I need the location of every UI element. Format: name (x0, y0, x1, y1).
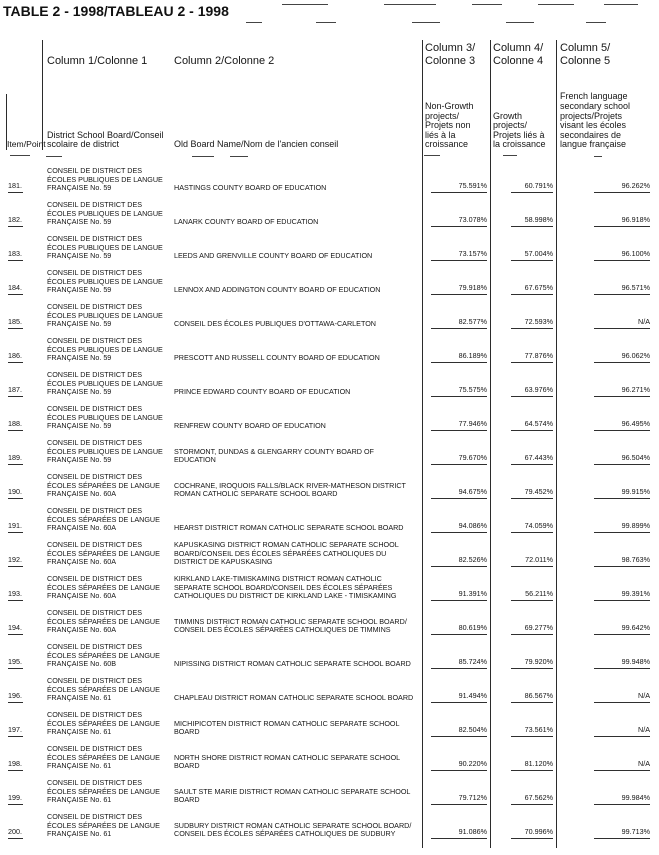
old-board-name: NORTH SHORE DISTRICT ROMAN CATHOLIC SEPARATE SCHOOL BOARD (174, 752, 401, 771)
district-school-board-cell (46, 201, 172, 231)
item-number: 187. (8, 386, 23, 397)
header-rule (424, 155, 440, 156)
non-growth-percentage: 85.724% (431, 658, 487, 669)
french-secondary-percentage: 99.948% (594, 658, 650, 669)
old-board-name: MICHIPICOTEN DISTRICT ROMAN CATHOLIC SEPARATE SCHOOL BOARD (174, 718, 400, 737)
french-secondary-percentage-cell (556, 216, 652, 231)
non-growth-percentage-cell (422, 284, 490, 299)
old-board-name-cell (172, 720, 422, 741)
table-row (6, 673, 652, 707)
old-board-name-cell (172, 575, 422, 605)
old-board-name-cell (172, 252, 422, 265)
growth-percentage: 74.059% (511, 522, 553, 533)
french-secondary-percentage: 96.262% (594, 182, 650, 193)
table-title: TABLE 2 - 1998/TABLEAU 2 - 1998 (3, 3, 229, 19)
district-school-board-cell (46, 779, 172, 809)
growth-percentage: 77.876% (511, 352, 553, 363)
item-number: 189. (8, 454, 23, 465)
growth-percentage-cell (490, 284, 556, 299)
old-board-name-cell (172, 754, 422, 775)
french-secondary-percentage-cell (556, 352, 652, 367)
item-number: 181. (8, 182, 23, 193)
growth-percentage-cell (490, 386, 556, 401)
french-secondary-percentage: 96.495% (594, 420, 650, 431)
item-number-cell (6, 352, 46, 367)
old-board-name: PRINCE EDWARD COUNTY BOARD OF EDUCATION (174, 387, 351, 397)
old-board-name: LENNOX AND ADDINGTON COUNTY BOARD OF EDUCATION (174, 285, 381, 295)
non-growth-percentage-cell (422, 522, 490, 537)
item-number-cell (6, 420, 46, 435)
old-board-name-cell (172, 788, 422, 809)
french-secondary-percentage-cell (556, 794, 652, 809)
french-secondary-percentage: 96.571% (594, 284, 650, 295)
old-board-name: HASTINGS COUNTY BOARD OF EDUCATION (174, 183, 327, 193)
old-board-name-cell (172, 184, 422, 197)
district-school-board: CONSEIL DE DISTRICT DES ÉCOLES PUBLIQUES DE LANGUE FRANÇAISE No. 59 (47, 370, 163, 397)
non-growth-percentage: 86.189% (431, 352, 487, 363)
growth-percentage-cell (490, 352, 556, 367)
growth-percentage-cell (490, 420, 556, 435)
scan-rule (472, 4, 502, 5)
old-board-name: PRESCOTT AND RUSSELL COUNTY BOARD OF EDUCATION (174, 353, 380, 363)
old-board-name: NIPISSING DISTRICT ROMAN CATHOLIC SEPARATE SCHOOL BOARD (174, 659, 411, 669)
table-row (6, 401, 652, 435)
item-number: 191. (8, 522, 23, 533)
growth-percentage: 79.452% (511, 488, 553, 499)
french-secondary-percentage-cell (556, 284, 652, 299)
french-secondary-percentage-cell (556, 624, 652, 639)
old-board-name: SAULT STE MARIE DISTRICT ROMAN CATHOLIC SEPARATE SCHOOL BOARD (174, 786, 411, 805)
non-growth-percentage: 90.220% (431, 760, 487, 771)
non-growth-percentage-cell (422, 556, 490, 571)
old-board-name-cell (172, 422, 422, 435)
french-secondary-percentage: 96.062% (594, 352, 650, 363)
non-growth-percentage: 82.504% (431, 726, 487, 737)
table-row (6, 537, 652, 571)
item-number-cell (6, 590, 46, 605)
district-school-board: CONSEIL DE DISTRICT DES ÉCOLES SÉPARÉES DE LANGUE FRANÇAISE No. 61 (47, 778, 160, 805)
item-number: 186. (8, 352, 23, 363)
non-growth-percentage-cell (422, 794, 490, 809)
old-board-name: CONSEIL DES ÉCOLES PUBLIQUES D'OTTAWA-CARLETON (174, 319, 376, 329)
item-number: 190. (8, 488, 23, 499)
district-school-board: CONSEIL DE DISTRICT DES ÉCOLES SÉPARÉES DE LANGUE FRANÇAISE No. 61 (47, 710, 160, 737)
district-school-board: CONSEIL DE DISTRICT DES ÉCOLES PUBLIQUES DE LANGUE FRANÇAISE No. 59 (47, 166, 163, 193)
old-board-name-cell (172, 388, 422, 401)
district-school-board-cell (46, 269, 172, 299)
scan-rule (506, 22, 534, 23)
old-board-name: HEARST DISTRICT ROMAN CATHOLIC SEPARATE SCHOOL BOARD (174, 523, 404, 533)
old-board-name: LEEDS AND GRENVILLE COUNTY BOARD OF EDUCATION (174, 251, 373, 261)
item-number-cell (6, 182, 46, 197)
scan-rule (384, 4, 436, 5)
old-board-name-cell (172, 660, 422, 673)
growth-column-label: Growth projects/ Projets liés à la croissance (493, 110, 546, 150)
table-row (6, 299, 652, 333)
item-number: 183. (8, 250, 23, 261)
item-number: 194. (8, 624, 23, 635)
french-secondary-percentage: 99.915% (594, 488, 650, 499)
district-school-board: CONSEIL DE DISTRICT DES ÉCOLES SÉPARÉES DE LANGUE FRANÇAISE No. 60A (47, 608, 160, 635)
district-school-board: CONSEIL DE DISTRICT DES ÉCOLES PUBLIQUES DE LANGUE FRANÇAISE No. 59 (47, 200, 163, 227)
item-column-label: Item/Point (7, 139, 46, 150)
item-number-cell (6, 556, 46, 571)
item-number: 195. (8, 658, 23, 669)
old-board-name: LANARK COUNTY BOARD OF EDUCATION (174, 217, 319, 227)
item-number-cell (6, 624, 46, 639)
header-rule (594, 156, 602, 157)
district-school-board-cell (46, 303, 172, 333)
scan-rule (246, 22, 262, 23)
old-board-name-cell (172, 694, 422, 707)
district-school-board-column-label: District School Board/Conseil scolaire de district (47, 129, 164, 150)
growth-percentage: 64.574% (511, 420, 553, 431)
growth-percentage: 86.567% (511, 692, 553, 703)
french-secondary-percentage-cell (556, 590, 652, 605)
old-board-name: STORMONT, DUNDAS & GLENGARRY COUNTY BOARD OF EDUCATION (174, 446, 374, 465)
district-school-board-cell (46, 609, 172, 639)
growth-percentage: 67.562% (511, 794, 553, 805)
district-school-board-cell (46, 541, 172, 571)
non-growth-percentage: 82.526% (431, 556, 487, 567)
old-board-name-cell (172, 354, 422, 367)
district-school-board: CONSEIL DE DISTRICT DES ÉCOLES SÉPARÉES DE LANGUE FRANÇAISE No. 60A (47, 472, 160, 499)
district-school-board-cell (46, 813, 172, 843)
growth-percentage: 67.675% (511, 284, 553, 295)
district-school-board-cell (46, 507, 172, 537)
non-growth-percentage: 91.391% (431, 590, 487, 601)
table-row (6, 639, 652, 673)
growth-percentage: 70.996% (511, 828, 553, 839)
old-board-name-cell (172, 541, 422, 571)
french-secondary-percentage-cell (556, 454, 652, 469)
non-growth-percentage-cell (422, 420, 490, 435)
growth-percentage: 56.211% (511, 590, 553, 601)
header-rule (192, 156, 214, 157)
district-school-board: CONSEIL DE DISTRICT DES ÉCOLES PUBLIQUES DE LANGUE FRANÇAISE No. 59 (47, 404, 163, 431)
growth-percentage: 57.004% (511, 250, 553, 261)
district-school-board: CONSEIL DE DISTRICT DES ÉCOLES PUBLIQUES DE LANGUE FRANÇAISE No. 59 (47, 438, 163, 465)
scan-rule (282, 4, 328, 5)
district-school-board: CONSEIL DE DISTRICT DES ÉCOLES PUBLIQUES DE LANGUE FRANÇAISE No. 59 (47, 268, 163, 295)
growth-percentage-cell (490, 590, 556, 605)
district-school-board: CONSEIL DE DISTRICT DES ÉCOLES SÉPARÉES DE LANGUE FRANÇAISE No. 60A (47, 574, 160, 601)
scan-rule (586, 22, 606, 23)
item-number: 188. (8, 420, 23, 431)
district-school-board: CONSEIL DE DISTRICT DES ÉCOLES SÉPARÉES DE LANGUE FRANÇAISE No. 61 (47, 744, 160, 771)
district-school-board-cell (46, 745, 172, 775)
district-school-board: CONSEIL DE DISTRICT DES ÉCOLES SÉPARÉES DE LANGUE FRANÇAISE No. 60A (47, 540, 160, 567)
item-number: 200. (8, 828, 23, 839)
non-growth-percentage-cell (422, 454, 490, 469)
table-row (6, 265, 652, 299)
district-school-board-cell (46, 575, 172, 605)
growth-percentage: 79.920% (511, 658, 553, 669)
growth-percentage-cell (490, 522, 556, 537)
growth-percentage: 63.976% (511, 386, 553, 397)
non-growth-percentage: 79.670% (431, 454, 487, 465)
table-row (6, 333, 652, 367)
district-school-board-cell (46, 473, 172, 503)
item-number: 197. (8, 726, 23, 737)
district-school-board-cell (46, 371, 172, 401)
item-number-cell (6, 386, 46, 401)
table-row (6, 809, 652, 843)
growth-percentage: 73.561% (511, 726, 553, 737)
french-secondary-percentage: 96.100% (594, 250, 650, 261)
old-board-name-cell (172, 320, 422, 333)
old-board-name: KAPUSKASING DISTRICT ROMAN CATHOLIC SEPARATE SCHOOL BOARD/CONSEIL DES ÉCOLES SÉPARÉES CATHOLIQUES DU DISTRICT DE KAPUSKASING (174, 540, 399, 567)
french-secondary-percentage-cell (556, 386, 652, 401)
non-growth-percentage-cell (422, 726, 490, 741)
non-growth-percentage: 75.575% (431, 386, 487, 397)
item-number: 192. (8, 556, 23, 567)
non-growth-percentage-cell (422, 250, 490, 265)
table-row (6, 571, 652, 605)
non-growth-percentage-cell (422, 386, 490, 401)
french-secondary-percentage-cell (556, 420, 652, 435)
french-secondary-percentage-cell (556, 318, 652, 333)
growth-percentage-cell (490, 658, 556, 673)
non-growth-percentage-cell (422, 590, 490, 605)
growth-percentage: 69.277% (511, 624, 553, 635)
old-board-name-cell (172, 218, 422, 231)
old-board-name-cell (172, 448, 422, 469)
growth-percentage-cell (490, 794, 556, 809)
growth-percentage-cell (490, 726, 556, 741)
item-number-cell (6, 454, 46, 469)
growth-percentage: 72.593% (511, 318, 553, 329)
district-school-board-cell (46, 405, 172, 435)
non-growth-percentage-cell (422, 318, 490, 333)
french-secondary-percentage-cell (556, 828, 652, 843)
table-row (6, 197, 652, 231)
non-growth-column-label: Non-Growth projects/ Projets non liés à la croissance (425, 101, 474, 150)
french-secondary-percentage-cell (556, 522, 652, 537)
french-secondary-percentage: 99.642% (594, 624, 650, 635)
column-4-heading: Column 4/ Colonne 4 (493, 42, 544, 67)
growth-percentage-cell (490, 216, 556, 231)
table-row (6, 367, 652, 401)
table-row (6, 503, 652, 537)
old-board-name-cell (172, 618, 422, 639)
column-3-heading: Column 3/ Colonne 3 (425, 42, 476, 67)
growth-percentage: 60.791% (511, 182, 553, 193)
growth-percentage-cell (490, 454, 556, 469)
old-board-name: KIRKLAND LAKE-TIMISKAMING DISTRICT ROMAN CATHOLIC SEPARATE SCHOOL BOARD/CONSEIL DES ÉCOLES SÉPARÉES CATHOLIQUES DU DISTRICT DE KIRKLAND LAKE - TIMISKAMING (174, 574, 397, 601)
scan-rule (604, 4, 638, 5)
growth-percentage-cell (490, 488, 556, 503)
scan-rule (538, 4, 574, 5)
non-growth-percentage-cell (422, 658, 490, 673)
french-secondary-percentage: 96.271% (594, 386, 650, 397)
growth-percentage-cell (490, 760, 556, 775)
non-growth-percentage: 80.619% (431, 624, 487, 635)
district-school-board: CONSEIL DE DISTRICT DES ÉCOLES SÉPARÉES DE LANGUE FRANÇAISE No. 61 (47, 812, 160, 839)
growth-percentage-cell (490, 828, 556, 843)
non-growth-percentage-cell (422, 828, 490, 843)
table-row (6, 469, 652, 503)
growth-percentage-cell (490, 182, 556, 197)
old-board-name: TIMMINS DISTRICT ROMAN CATHOLIC SEPARATE SCHOOL BOARD/ CONSEIL DES ÉCOLES SÉPARÉES CATHOLIQUES DE TIMMINS (174, 616, 407, 635)
french-secondary-percentage: N/A (594, 692, 650, 703)
french-secondary-percentage: N/A (594, 760, 650, 771)
district-school-board-cell (46, 337, 172, 367)
district-school-board-cell (46, 643, 172, 673)
item-number: 184. (8, 284, 23, 295)
growth-percentage: 58.998% (511, 216, 553, 227)
item-number-cell (6, 488, 46, 503)
item-number: 199. (8, 794, 23, 805)
non-growth-percentage-cell (422, 760, 490, 775)
district-school-board: CONSEIL DE DISTRICT DES ÉCOLES PUBLIQUES DE LANGUE FRANÇAISE No. 59 (47, 302, 163, 329)
french-secondary-percentage-cell (556, 556, 652, 571)
district-school-board: CONSEIL DE DISTRICT DES ÉCOLES PUBLIQUES DE LANGUE FRANÇAISE No. 59 (47, 234, 163, 261)
table-row (6, 435, 652, 469)
non-growth-percentage: 94.675% (431, 488, 487, 499)
non-growth-percentage: 91.494% (431, 692, 487, 703)
district-school-board-cell (46, 711, 172, 741)
french-secondary-percentage: N/A (594, 726, 650, 737)
district-school-board-cell (46, 235, 172, 265)
column-label-row (6, 86, 652, 150)
item-number: 198. (8, 760, 23, 771)
french-secondary-percentage-cell (556, 250, 652, 265)
non-growth-percentage: 73.078% (431, 216, 487, 227)
old-board-name-cell (172, 482, 422, 503)
table-row (6, 163, 652, 197)
french-secondary-percentage-cell (556, 658, 652, 673)
french-secondary-percentage: 98.763% (594, 556, 650, 567)
growth-percentage: 72.011% (511, 556, 553, 567)
non-growth-percentage: 79.918% (431, 284, 487, 295)
item-number: 196. (8, 692, 23, 703)
growth-percentage-cell (490, 250, 556, 265)
item-number-cell (6, 692, 46, 707)
district-school-board: CONSEIL DE DISTRICT DES ÉCOLES SÉPARÉES DE LANGUE FRANÇAISE No. 60A (47, 506, 160, 533)
non-growth-percentage-cell (422, 352, 490, 367)
growth-percentage: 81.120% (511, 760, 553, 771)
non-growth-percentage-cell (422, 692, 490, 707)
old-board-name-column-label: Old Board Name/Nom de l'ancien conseil (174, 139, 339, 150)
district-school-board-cell (46, 439, 172, 469)
non-growth-percentage-cell (422, 182, 490, 197)
non-growth-percentage: 77.946% (431, 420, 487, 431)
district-school-board: CONSEIL DE DISTRICT DES ÉCOLES SÉPARÉES DE LANGUE FRANÇAISE No. 60B (47, 642, 160, 669)
non-growth-percentage: 82.577% (431, 318, 487, 329)
french-secondary-percentage: N/A (594, 318, 650, 329)
old-board-name: RENFREW COUNTY BOARD OF EDUCATION (174, 421, 326, 431)
non-growth-percentage: 91.086% (431, 828, 487, 839)
column-5-heading: Column 5/ Colonne 5 (560, 42, 611, 67)
french-secondary-percentage: 99.391% (594, 590, 650, 601)
item-number: 182. (8, 216, 23, 227)
column-2-heading: Column 2/Colonne 2 (174, 54, 275, 67)
non-growth-percentage: 75.591% (431, 182, 487, 193)
old-board-name-cell (172, 286, 422, 299)
old-board-name: CHAPLEAU DISTRICT ROMAN CATHOLIC SEPARATE SCHOOL BOARD (174, 693, 414, 703)
scan-rule (412, 22, 440, 23)
district-school-board-cell (46, 677, 172, 707)
item-number-cell (6, 284, 46, 299)
non-growth-percentage-cell (422, 216, 490, 231)
french-secondary-percentage: 96.504% (594, 454, 650, 465)
item-number-cell (6, 658, 46, 673)
item-number: 193. (8, 590, 23, 601)
non-growth-percentage: 73.157% (431, 250, 487, 261)
french-secondary-percentage: 96.918% (594, 216, 650, 227)
growth-percentage: 67.443% (511, 454, 553, 465)
header-rule (46, 156, 62, 157)
district-school-board: CONSEIL DE DISTRICT DES ÉCOLES PUBLIQUES DE LANGUE FRANÇAISE No. 59 (47, 336, 163, 363)
french-secondary-percentage-cell (556, 692, 652, 707)
header-rule (230, 156, 248, 157)
non-growth-percentage-cell (422, 488, 490, 503)
french-secondary-percentage: 99.713% (594, 828, 650, 839)
item-number-cell (6, 250, 46, 265)
french-secondary-percentage-cell (556, 488, 652, 503)
item-number-cell (6, 216, 46, 231)
table-row (6, 605, 652, 639)
table-row (6, 775, 652, 809)
district-school-board-cell (46, 167, 172, 197)
old-board-name: SUDBURY DISTRICT ROMAN CATHOLIC SEPARATE SCHOOL BOARD/ CONSEIL DES ÉCOLES SÉPARÉES CATHOLIQUES DE SUDBURY (174, 820, 412, 839)
non-growth-percentage: 79.712% (431, 794, 487, 805)
header-rule (503, 155, 517, 156)
french-secondary-percentage-cell (556, 182, 652, 197)
french-secondary-column-label: French language secondary school projects/Projets visant les écoles secondaires de langue française (560, 91, 631, 150)
table-row (6, 741, 652, 775)
table-row (6, 231, 652, 265)
non-growth-percentage: 94.086% (431, 522, 487, 533)
column-1-heading: Column 1/Colonne 1 (47, 54, 148, 67)
old-board-name-cell (172, 822, 422, 843)
item-number-cell (6, 318, 46, 333)
growth-percentage-cell (490, 692, 556, 707)
item-number-cell (6, 760, 46, 775)
old-board-name-cell (172, 524, 422, 537)
item-number-cell (6, 726, 46, 741)
header-rule (10, 155, 30, 156)
district-school-board: CONSEIL DE DISTRICT DES ÉCOLES SÉPARÉES DE LANGUE FRANÇAISE No. 61 (47, 676, 160, 703)
table-body (6, 163, 652, 843)
column-number-row (6, 40, 652, 67)
item-number-cell (6, 522, 46, 537)
growth-percentage-cell (490, 556, 556, 571)
french-secondary-percentage-cell (556, 760, 652, 775)
french-secondary-percentage: 99.899% (594, 522, 650, 533)
item-number-cell (6, 828, 46, 843)
growth-percentage-cell (490, 624, 556, 639)
french-secondary-percentage-cell (556, 726, 652, 741)
scan-rule (316, 22, 336, 23)
item-number: 185. (8, 318, 23, 329)
growth-percentage-cell (490, 318, 556, 333)
old-board-name: COCHRANE, IROQUOIS FALLS/BLACK RIVER-MATHESON DISTRICT ROMAN CATHOLIC SEPARATE SCHOOL BOARD (174, 480, 406, 499)
french-secondary-percentage: 99.984% (594, 794, 650, 805)
non-growth-percentage-cell (422, 624, 490, 639)
table-row (6, 707, 652, 741)
item-number-cell (6, 794, 46, 809)
